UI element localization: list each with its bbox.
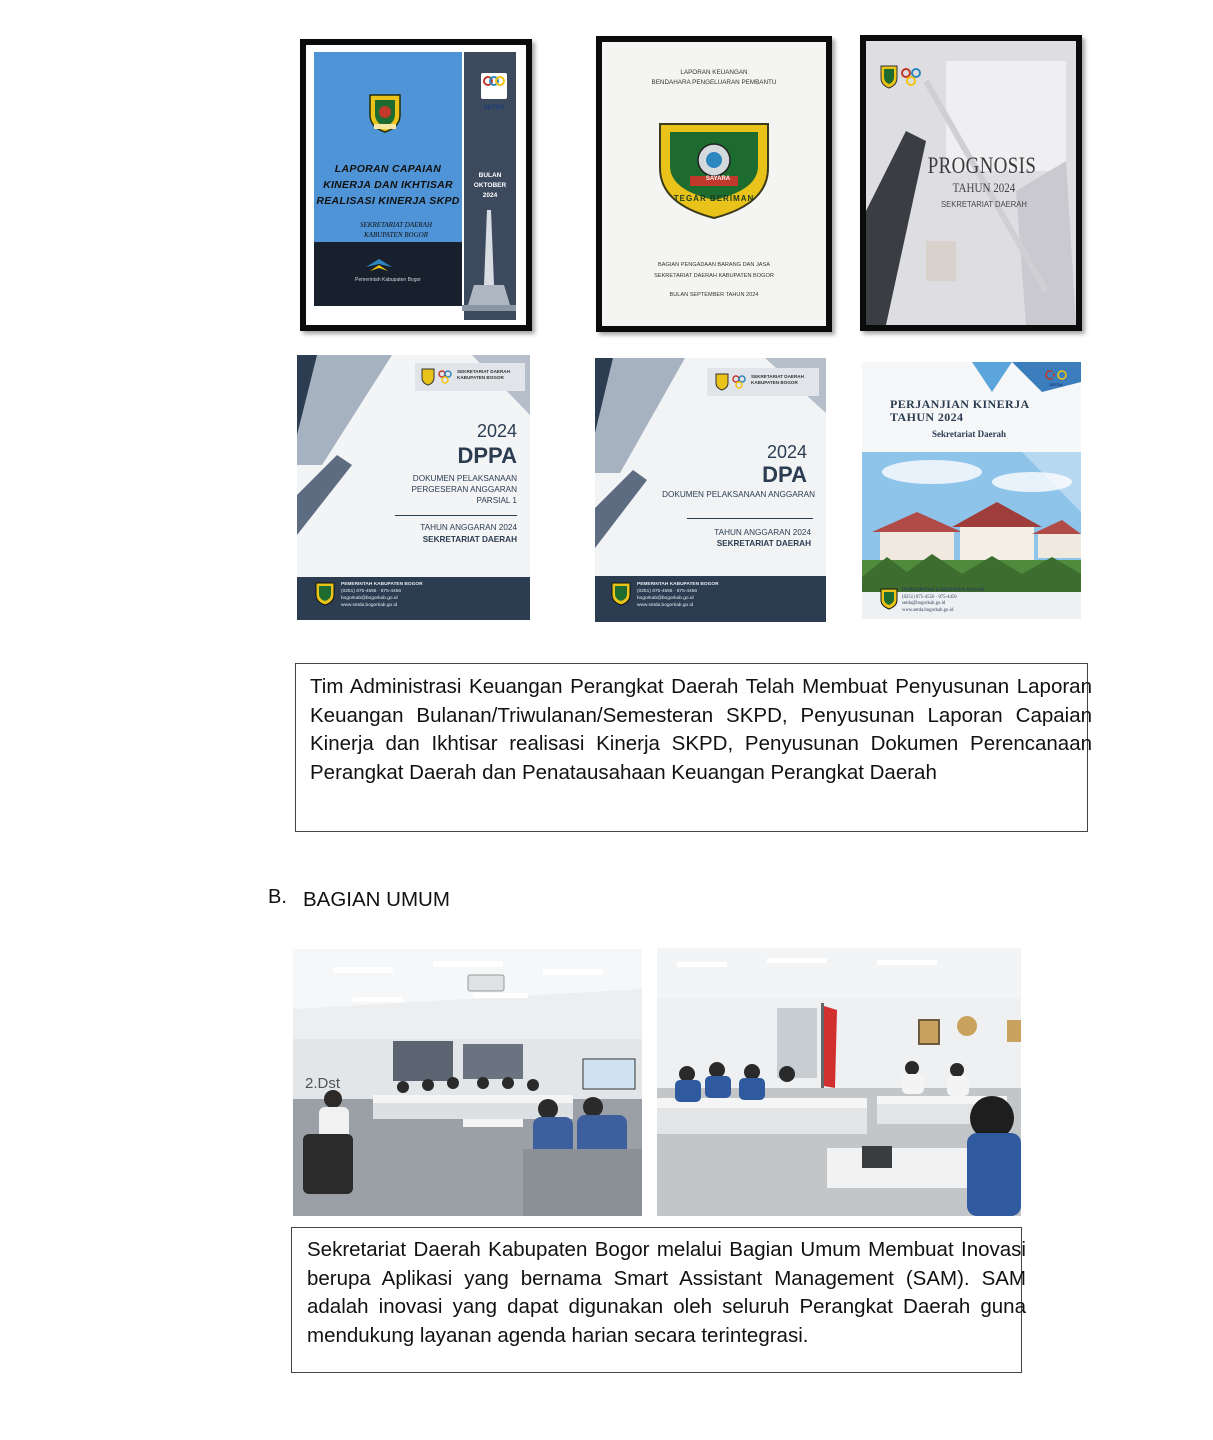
cover-lk-footer-line3: BULAN SEPTEMBER TAHUN 2024 xyxy=(669,292,759,298)
setda-logo-icon xyxy=(1044,368,1068,382)
cover-dpa-fiscal: TAHUN ANGGARAN 2024 xyxy=(714,528,811,537)
cover-lk-shield-inner: SAYARA xyxy=(705,176,731,182)
photo-meeting-room-2-scene xyxy=(657,948,1021,1216)
cover-dppa-year: 2024 xyxy=(476,421,517,441)
cover-pk-title-line1: PERJANJIAN KINERJA xyxy=(890,397,1030,411)
tegar-beriman-shield-icon xyxy=(654,118,774,222)
setda-logo-icon xyxy=(437,369,453,385)
cover-perjanjian-kinerja xyxy=(862,362,1081,619)
cover-dppa-desc-line1: DOKUMEN PELAKSANAAN xyxy=(412,474,517,483)
cover-dpa-acronym: DPA xyxy=(762,462,807,487)
cover-pk-unit: Sekretariat Daerah xyxy=(932,429,1007,439)
footer-emblem-icon xyxy=(366,257,392,273)
kabupaten-shield-icon xyxy=(368,93,402,133)
cover-dpa-footer-title: PEMERINTAH KABUPATEN BOGOR xyxy=(637,582,719,587)
cover-pk-title-line2: TAHUN 2024 xyxy=(890,410,964,424)
setda-logo-icon xyxy=(900,67,922,87)
cover-dpa-divider xyxy=(687,518,813,519)
cover-dpa-header-line1: SEKRETARIAT DAERAH xyxy=(751,374,804,379)
cover-dppa xyxy=(297,355,530,620)
cover-lkip-subtitle-line2: KABUPATEN BOGOR xyxy=(364,231,428,239)
cover-lkip-title-line2: KINERJA DAN IKHTISAR xyxy=(323,179,453,191)
text-box-keuangan-paragraph: Tim Administrasi Keuangan Perangkat Daerah Telah Membuat Penyusunan Laporan Keuangan Bulanan/Triwulanan/Semesteran SKPD, Penyusunan Laporan Capaian Kinerja dan Ikhtisar realisasi Kinerja SKPD, Penyusunan Dokumen Perencanaan Perangkat Daerah dan Penatausahaan Keuangan Perangkat Daerah xyxy=(310,675,1092,784)
cover-lkip-side-line1: BULAN xyxy=(478,172,502,179)
kabupaten-logo-icon xyxy=(421,368,435,386)
cover-lkip-side-line2: OKTOBER xyxy=(473,182,507,189)
cover-lkip-footer: Pemerintah Kabupaten Bogor xyxy=(355,277,421,283)
cover-dppa-header-line2: KABUPATEN BOGOR xyxy=(457,375,504,380)
cover-dppa-desc-line2: PERGESERAN ANGGARAN xyxy=(411,485,517,494)
kabupaten-logo-icon xyxy=(880,588,898,610)
cover-dpa-footer-line1: (0251) 875-4556 · 875-4456 xyxy=(637,589,698,594)
cover-lkip-blue-panel xyxy=(314,52,462,242)
cover-pk-footer-line1: (0251) 875-4556 · 875-4456 xyxy=(902,594,957,600)
cover-dpa-desc: DOKUMEN PELAKSANAAN ANGGARAN xyxy=(662,490,815,499)
kabupaten-logo-icon xyxy=(715,373,729,391)
cover-dpa-header-line2: KABUPATEN BOGOR xyxy=(751,380,798,385)
cover-pk-footer-line2: setda@bogorkab.go.id xyxy=(902,601,946,607)
cover-dpa-footer-line2: bogorkab@bogorkab.go.id xyxy=(637,596,694,601)
cover-prognosis xyxy=(860,35,1082,331)
cover-dppa-acronym: DPPA xyxy=(457,443,517,468)
cover-lkip-subtitle xyxy=(336,220,456,240)
cover-lk-shield-banner: TEGAR BERIMAN xyxy=(673,194,755,203)
cover-dppa-footer-title: PEMERINTAH KABUPATEN BOGOR xyxy=(341,582,423,587)
kabupaten-logo-icon xyxy=(611,582,631,606)
cover-dppa-header-line1: SEKRETARIAT DAERAH xyxy=(457,369,510,374)
cover-dppa-footer xyxy=(341,581,521,609)
cover-prognosis-year: TAHUN 2024 xyxy=(952,180,1016,195)
cover-prognosis-unit: SEKRETARIAT DAERAH xyxy=(941,199,1027,209)
cover-dpa-year: 2024 xyxy=(766,442,807,462)
section-b-letter: B. xyxy=(268,886,287,908)
cover-dppa-unit: SEKRETARIAT DAERAH xyxy=(422,535,517,544)
cover-dppa-divider xyxy=(395,515,517,516)
photo-meeting-room-1 xyxy=(293,949,642,1216)
monument-illustration xyxy=(454,205,524,315)
cover-dppa-desc-line3: PARSIAL 1 xyxy=(476,496,517,505)
cover-dpa-footer-line3: www.setda.bogorkab.go.id xyxy=(637,603,694,608)
setda-logo-icon xyxy=(481,73,507,111)
cover-lk-footer xyxy=(610,260,818,301)
cover-pk-title xyxy=(890,398,1080,424)
photo-meeting-room-2 xyxy=(657,948,1021,1216)
cover-dpa xyxy=(595,358,826,622)
cover-dppa-desc xyxy=(357,473,517,506)
setda-logo-icon xyxy=(731,374,747,390)
cover-dppa-header xyxy=(457,369,523,381)
cover-dpa-unit: SEKRETARIAT DAERAH xyxy=(716,539,811,548)
cover-pk-footer-line3: www.setda.bogorkab.go.id xyxy=(902,607,954,613)
cover-lk-header-line1: LAPORAN KEUANGAN xyxy=(680,69,748,76)
text-box-bagian-umum-paragraph: Sekretariat Daerah Kabupaten Bogor melalui Bagian Umum Membuat Inovasi berupa Aplikasi yang bernama Smart Assistant Management (SAM). SAM adalah inovasi yang dapat digunakan oleh seluruh Perangkat Daerah guna mendukung layanan agenda harian secara terintegrasi. xyxy=(307,1238,1026,1347)
cover-dppa-footer-line3: www.setda.bogorkab.go.id xyxy=(341,603,398,608)
cover-lkip-title-line1: LAPORAN CAPAIAN xyxy=(334,163,442,175)
cover-dpa-footer xyxy=(637,581,817,609)
photo-meeting-room-1-scene xyxy=(293,949,642,1216)
cover-laporan-keuangan xyxy=(596,36,832,332)
cover-lk-header xyxy=(612,68,816,88)
cover-lkip-title xyxy=(316,161,460,209)
cover-pk-footer-title: PEMERINTAH KABUPATEN BOGOR xyxy=(902,588,985,593)
kabupaten-logo-icon xyxy=(315,582,335,606)
cover-lk-footer-line1: BAGIAN PENGADAAN BARANG DAN JASA xyxy=(658,262,770,268)
cover-prognosis-title: PROGNOSIS xyxy=(927,153,1037,178)
cover-dppa-footer-line1: (0251) 875-4556 · 875-4456 xyxy=(341,589,402,594)
section-b-title: BAGIAN UMUM xyxy=(303,888,450,911)
cover-lkip-side-text xyxy=(466,171,514,201)
kabupaten-logo-icon xyxy=(880,65,898,89)
cover-lkip xyxy=(300,39,532,331)
cover-dppa-footer-line2: bogorkab@bogorkab.go.id xyxy=(341,596,398,601)
photo-overlay-text: 2.Dst xyxy=(305,1075,341,1092)
cover-lkip-dark-panel xyxy=(314,242,462,306)
setda-logo-text: SETDA xyxy=(483,105,505,111)
cover-dppa-fiscal: TAHUN ANGGARAN 2024 xyxy=(420,523,517,532)
cover-pk-footer xyxy=(902,588,1072,614)
cover-lkip-title-line3: REALISASI KINERJA SKPD xyxy=(316,195,460,207)
cover-lkip-side-line3: 2024 xyxy=(482,192,498,199)
cover-dpa-header xyxy=(751,374,817,386)
cover-lk-header-line2: BENDAHARA PENGELUARAN PEMBANTU xyxy=(651,79,777,86)
cover-lk-footer-line2: SEKRETARIAT DAERAH KABUPATEN BOGOR xyxy=(654,273,774,279)
setda-logo-text: SETDA xyxy=(1049,382,1063,387)
cover-lkip-subtitle-line1: SEKRETARIAT DAERAH xyxy=(360,221,432,229)
